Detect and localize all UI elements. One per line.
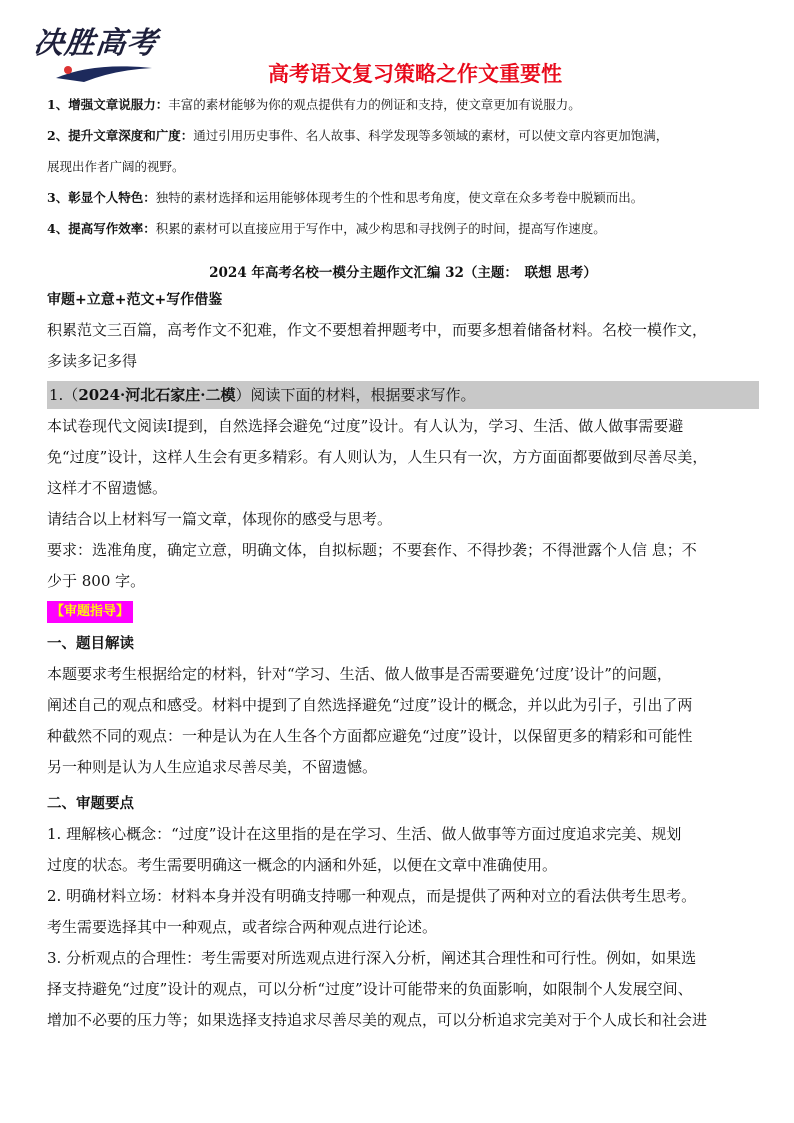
material-line: 请结合以上材料写一篇文章，体现你的感受与思考。	[47, 510, 393, 528]
page-title: 高考语文复习策略之作文重要性	[268, 62, 562, 86]
point-label: 2、提升文章深度和广度：	[47, 128, 194, 143]
point-item	[47, 188, 759, 208]
text-line: 2. 明确材料立场：材料本身并没有明确支持哪一种观点，而是提供了两种对立的看法供考生思考。	[47, 887, 697, 905]
point-label: 3、彰显个人特色：	[47, 190, 156, 205]
text-line: 增加不必要的压力等；如果选择支持追求尽善尽美的观点，可以分析追求完美对于个人成长和社会进	[47, 1011, 708, 1029]
text-line: 本题要求考生根据给定的材料，针对“学习、生活、做人做事是否需要避免‘过度’设计”的问题，	[47, 665, 672, 683]
point-item	[47, 219, 759, 239]
question-header	[47, 381, 759, 409]
section-heading: 审题+立意+范文+写作借鉴	[47, 292, 223, 308]
section-title: 一、题目解读	[47, 636, 134, 652]
section-title: 二、审题要点	[47, 796, 134, 812]
material-line: 本试卷现代文阅读Ⅰ提到，自然选择会避免“过度”设计。有人认为，学习、生活、做人做事需要避	[47, 417, 684, 435]
point-text: 积累的素材可以直接应用于写作中，减少构思和寻找例子的时间，提高写作速度。	[155, 221, 606, 236]
intro-line: 多读多记多得	[47, 352, 138, 370]
text-line: 3. 分析观点的合理性：考生需要对所选观点进行深入分析，阐述其合理性和可行性。例如，如果选	[47, 949, 697, 967]
question-instruction: ）阅读下面的材料，根据要求写作。	[235, 386, 476, 404]
text-line: 种截然不同的观点：一种是认为在人生各个方面都应避免“过度”设计，以保留更多的精彩和可能性	[47, 727, 693, 745]
text-line: 择支持避免“过度”设计的观点，可以分析“过度”设计可能带来的负面影响，如限制个人发展空间、	[47, 980, 693, 998]
material-line: 这样才不留遗憾。	[47, 479, 168, 497]
logo-text: 决胜高考	[31, 26, 160, 61]
point-text: 独特的素材选择和运用能够体现考生的个性和思考角度，使文章在众多考卷中脱颖而出。	[155, 190, 644, 205]
material-line: 免“过度”设计，这样人生会有更多精彩。有人则认为，人生只有一次，方方面面都要做到尽善尽美，	[47, 448, 708, 466]
point-text-continued: 展现出作者广阔的视野。	[47, 159, 185, 174]
point-item	[47, 95, 759, 115]
point-text: 通过引用历史事件、名人故事、科学发现等多领域的素材，可以使文章内容更加饱满，	[193, 128, 669, 143]
question-prefix: 1.（	[49, 386, 79, 404]
compilation-subtitle: 2024 年高考名校一模分主题作文汇编 32（主题： 联想 思考）	[209, 265, 597, 281]
guide-tag: 【审题指导】	[47, 601, 133, 623]
question-source: 2024·河北石家庄·二模	[78, 386, 236, 404]
point-label: 1、增强文章说服力：	[47, 97, 169, 112]
material-line: 要求：选准角度，确定立意，明确文体，自拟标题；不要套作、不得抄袭；不得泄露个人信 息；不	[47, 541, 697, 559]
text-line: 1. 理解核心概念：“过度”设计在这里指的是在学习、生活、做人做事等方面过度追求完美、规划	[47, 825, 682, 843]
text-line: 考生需要选择其中一种观点，或者综合两种观点进行论述。	[47, 918, 438, 936]
text-line: 阐述自己的观点和感受。材料中提到了自然选择避免“过度”设计的概念，并以此为引子，引出了两	[47, 696, 693, 714]
point-label: 4、提高写作效率：	[47, 221, 156, 236]
text-line: 另一种则是认为人生应追求尽善尽美，不留遗憾。	[47, 758, 378, 776]
intro-line: 积累范文三百篇，高考作文不犯难，作文不要想着押题考中，而要多想着储备材料。名校一模作文，	[47, 321, 708, 339]
document-body	[47, 95, 759, 1036]
material-line: 少于 800 字。	[47, 572, 146, 590]
text-line: 过度的状态。考生需要明确这一概念的内涵和外延，以便在文章中准确使用。	[47, 856, 558, 874]
points-list	[47, 95, 759, 239]
point-text: 丰富的素材能够为你的观点提供有力的例证和支持，使文章更加有说服力。	[168, 97, 581, 112]
point-item	[47, 126, 759, 177]
